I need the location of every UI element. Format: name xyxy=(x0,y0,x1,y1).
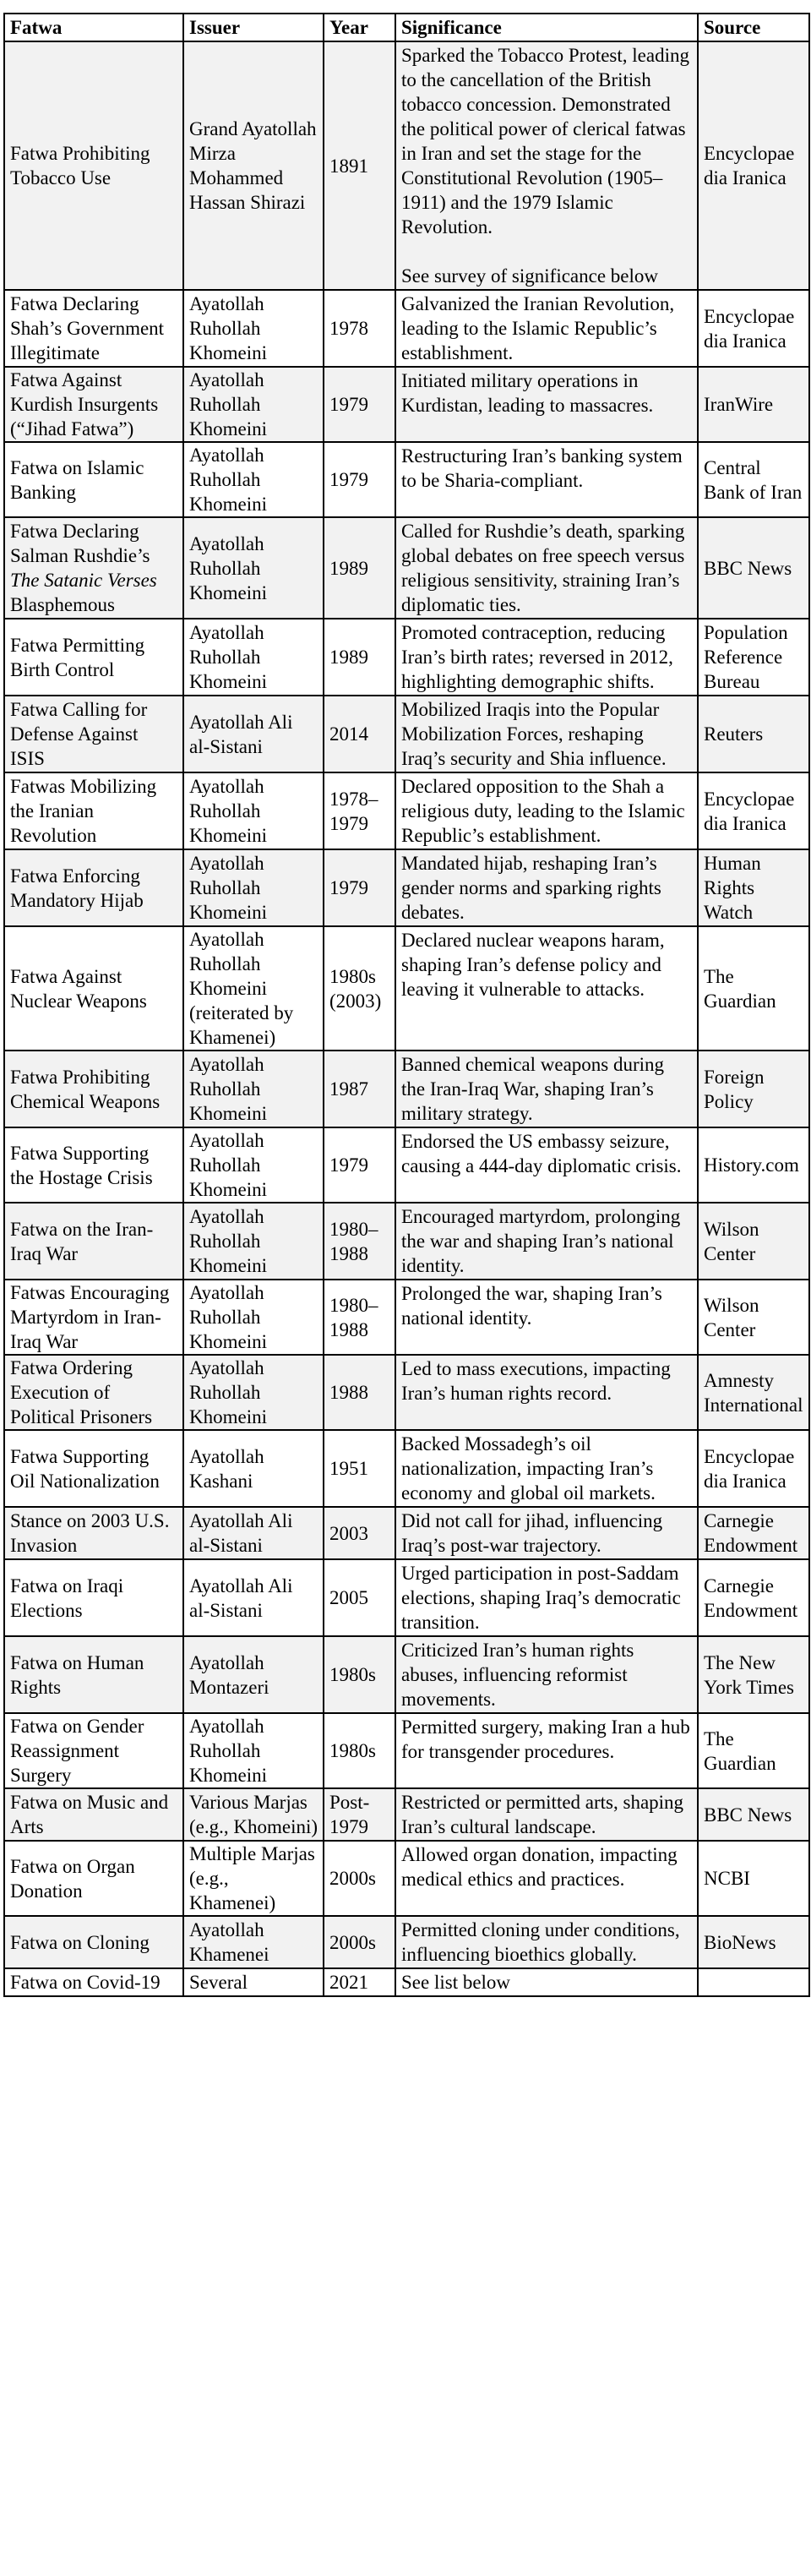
fatwa-cell: Fatwa Enforcing Mandatory Hijab xyxy=(4,849,183,926)
table-row xyxy=(4,442,809,517)
source-cell: Carnegie Endowment xyxy=(698,1507,809,1559)
significance-cell: Restricted or permitted arts, shaping Iran’s cultural landscape. xyxy=(395,1788,698,1841)
source-cell: Wilson Center xyxy=(698,1203,809,1280)
issuer-cell: Ayatollah Ali al-Sistani xyxy=(183,696,324,772)
issuer-cell: Grand Ayatollah Mirza Mohammed Hassan Shirazi xyxy=(183,41,324,290)
table-row xyxy=(4,1713,809,1788)
year-cell: 2005 xyxy=(324,1559,395,1636)
fatwa-cell: Fatwa Against Nuclear Weapons xyxy=(4,926,183,1051)
fatwa-table xyxy=(3,13,810,1997)
significance-cell: Encouraged martyrdom, prolonging the war and shaping Iran’s national identity. xyxy=(395,1203,698,1280)
significance-cell: Mandated hijab, reshaping Iran’s gender norms and sparking rights debates. xyxy=(395,849,698,926)
table-row xyxy=(4,1127,809,1203)
significance-cell: Banned chemical weapons during the Iran-Iraq War, shaping Iran’s military strategy. xyxy=(395,1051,698,1127)
fatwa-cell: Fatwa on Iraqi Elections xyxy=(4,1559,183,1636)
source-cell: BioNews xyxy=(698,1916,809,1968)
year-cell: 2000s xyxy=(324,1916,395,1968)
significance-text: Sparked the Tobacco Protest, leading to the cancellation of the British tobacco concession. Demonstrated the political power of clerical fatwas in Iran and set the stage for the Constitutional Revolution (1905–1911) and the 1979 Islamic Revolution. xyxy=(401,45,689,237)
fatwa-cell: Fatwa Calling for Defense Against ISIS xyxy=(4,696,183,772)
year-cell: 1979 xyxy=(324,367,395,442)
issuer-cell: Ayatollah Ruhollah Khomeini xyxy=(183,849,324,926)
source-cell: The New York Times xyxy=(698,1636,809,1713)
table-row xyxy=(4,1788,809,1841)
fatwa-cell: Fatwas Mobilizing the Iranian Revolution xyxy=(4,772,183,849)
significance-cell: See list below xyxy=(395,1968,698,1996)
source-cell: Encyclopaedia Iranica xyxy=(698,1430,809,1507)
issuer-cell: Ayatollah Ruhollah Khomeini xyxy=(183,367,324,442)
issuer-cell: Various Marjas (e.g., Khomeini) xyxy=(183,1788,324,1841)
significance-cell: Declared nuclear weapons haram, shaping Iran’s defense policy and leaving it vulnerable to attacks. xyxy=(395,926,698,1051)
issuer-cell: Ayatollah Ruhollah Khomeini xyxy=(183,772,324,849)
table-row xyxy=(4,1051,809,1127)
significance-cell: Criticized Iran’s human rights abuses, influencing reformist movements. xyxy=(395,1636,698,1713)
issuer-cell: Ayatollah Ruhollah Khomeini xyxy=(183,517,324,619)
table-row xyxy=(4,367,809,442)
fatwa-cell: Fatwa on the Iran-Iraq War xyxy=(4,1203,183,1280)
issuer-cell: Ayatollah Khamenei xyxy=(183,1916,324,1968)
year-cell: 1979 xyxy=(324,442,395,517)
fatwa-cell: Fatwa on Cloning xyxy=(4,1916,183,1968)
header-row xyxy=(4,14,809,41)
significance-cell: Urged participation in post-Saddam elections, shaping Iraq’s democratic transition. xyxy=(395,1559,698,1636)
year-cell: 1980–1988 xyxy=(324,1280,395,1355)
year-cell: 1989 xyxy=(324,619,395,696)
table-row xyxy=(4,696,809,772)
issuer-cell: Ayatollah Ruhollah Khomeini xyxy=(183,1127,324,1203)
significance-cell: Promoted contraception, reducing Iran’s birth rates; reversed in 2012, highlighting demographic shifts. xyxy=(395,619,698,696)
year-cell: 1980s (2003) xyxy=(324,926,395,1051)
year-cell: 1980–1988 xyxy=(324,1203,395,1280)
table-row xyxy=(4,1841,809,1916)
significance-cell: Restructuring Iran’s banking system to be Sharia-compliant. xyxy=(395,442,698,517)
table-row xyxy=(4,41,809,290)
year-cell: Post-1979 xyxy=(324,1788,395,1841)
fatwa-book-title: The Satanic Verses xyxy=(10,570,157,591)
fatwa-cell: Fatwa on Music and Arts xyxy=(4,1788,183,1841)
table-row xyxy=(4,1280,809,1355)
issuer-cell: Several xyxy=(183,1968,324,1996)
source-cell xyxy=(698,1968,809,1996)
fatwa-cell: Fatwa Prohibiting Tobacco Use xyxy=(4,41,183,290)
significance-cell: Prolonged the war, shaping Iran’s national identity. xyxy=(395,1280,698,1355)
table-row xyxy=(4,1355,809,1430)
fatwa-cell: Stance on 2003 U.S. Invasion xyxy=(4,1507,183,1559)
issuer-cell: Ayatollah Ali al-Sistani xyxy=(183,1507,324,1559)
source-cell: BBC News xyxy=(698,517,809,619)
issuer-cell: Ayatollah Ruhollah Khomeini xyxy=(183,1203,324,1280)
source-cell: Human Rights Watch xyxy=(698,849,809,926)
source-cell: Population Reference Bureau xyxy=(698,619,809,696)
year-cell: 1988 xyxy=(324,1355,395,1430)
table-row xyxy=(4,1916,809,1968)
issuer-cell: Ayatollah Montazeri xyxy=(183,1636,324,1713)
significance-cell: Declared opposition to the Shah a religious duty, leading to the Islamic Republic’s establishment. xyxy=(395,772,698,849)
table-row xyxy=(4,517,809,619)
source-cell: NCBI xyxy=(698,1841,809,1916)
table-body xyxy=(4,41,809,1996)
issuer-cell: Multiple Marjas (e.g., Khamenei) xyxy=(183,1841,324,1916)
issuer-cell: Ayatollah Ruhollah Khomeini xyxy=(183,290,324,367)
table-row xyxy=(4,1559,809,1636)
issuer-cell: Ayatollah Ruhollah Khomeini xyxy=(183,1355,324,1430)
issuer-cell: Ayatollah Ali al-Sistani xyxy=(183,1559,324,1636)
source-cell: Reuters xyxy=(698,696,809,772)
source-cell: IranWire xyxy=(698,367,809,442)
table-row xyxy=(4,772,809,849)
significance-cell: Backed Mossadegh’s oil nationalization, impacting Iran’s economy and global oil markets. xyxy=(395,1430,698,1507)
year-cell: 1989 xyxy=(324,517,395,619)
table-row xyxy=(4,1203,809,1280)
source-cell: Encyclopaedia Iranica xyxy=(698,41,809,290)
significance-cell: Permitted cloning under conditions, influencing bioethics globally. xyxy=(395,1916,698,1968)
header-significance: Significance xyxy=(395,14,698,41)
issuer-cell: Ayatollah Ruhollah Khomeini xyxy=(183,619,324,696)
year-cell: 1951 xyxy=(324,1430,395,1507)
table-row xyxy=(4,290,809,367)
issuer-cell: Ayatollah Ruhollah Khomeini xyxy=(183,1280,324,1355)
year-cell: 1980s xyxy=(324,1636,395,1713)
year-cell: 2014 xyxy=(324,696,395,772)
header-fatwa: Fatwa xyxy=(4,14,183,41)
fatwa-cell: Fatwa Ordering Execution of Political Prisoners xyxy=(4,1355,183,1430)
source-cell: Amnesty International xyxy=(698,1355,809,1430)
source-cell: Encyclopaedia Iranica xyxy=(698,290,809,367)
year-cell: 1979 xyxy=(324,1127,395,1203)
year-cell: 1980s xyxy=(324,1713,395,1788)
significance-cell: Endorsed the US embassy seizure, causing a 444-day diplomatic crisis. xyxy=(395,1127,698,1203)
fatwa-cell: Fatwa on Gender Reassignment Surgery xyxy=(4,1713,183,1788)
table-row xyxy=(4,1636,809,1713)
source-cell: The Guardian xyxy=(698,1713,809,1788)
significance-cell: Called for Rushdie’s death, sparking global debates on free speech versus religious sensitivity, straining Iran’s diplomatic ties. xyxy=(395,517,698,619)
significance-cell: Did not call for jihad, influencing Iraq’s post-war trajectory. xyxy=(395,1507,698,1559)
table-row xyxy=(4,1968,809,1996)
issuer-cell: Ayatollah Ruhollah Khomeini xyxy=(183,1713,324,1788)
year-cell: 1987 xyxy=(324,1051,395,1127)
fatwa-cell: Fatwa Supporting the Hostage Crisis xyxy=(4,1127,183,1203)
fatwa-cell: Fatwa on Islamic Banking xyxy=(4,442,183,517)
fatwa-cell: Fatwas Encouraging Martyrdom in Iran-Iraq War xyxy=(4,1280,183,1355)
significance-cell: Initiated military operations in Kurdistan, leading to massacres. xyxy=(395,367,698,442)
fatwa-cell xyxy=(4,517,183,619)
header-issuer: Issuer xyxy=(183,14,324,41)
year-cell: 1979 xyxy=(324,849,395,926)
fatwa-text-before: Fatwa Declaring Salman Rushdie’s xyxy=(10,521,150,566)
significance-note: See survey of significance below xyxy=(401,265,659,287)
year-cell: 2000s xyxy=(324,1841,395,1916)
source-cell: Central Bank of Iran xyxy=(698,442,809,517)
year-cell: 1978–1979 xyxy=(324,772,395,849)
header-source: Source xyxy=(698,14,809,41)
year-cell: 2003 xyxy=(324,1507,395,1559)
source-cell: Foreign Policy xyxy=(698,1051,809,1127)
source-cell: Encyclopaedia Iranica xyxy=(698,772,809,849)
fatwa-cell: Fatwa on Human Rights xyxy=(4,1636,183,1713)
significance-cell: Led to mass executions, impacting Iran’s human rights record. xyxy=(395,1355,698,1430)
source-cell: Carnegie Endowment xyxy=(698,1559,809,1636)
issuer-cell: Ayatollah Kashani xyxy=(183,1430,324,1507)
source-cell: The Guardian xyxy=(698,926,809,1051)
table-row xyxy=(4,1507,809,1559)
table-row xyxy=(4,926,809,1051)
year-cell: 1978 xyxy=(324,290,395,367)
fatwa-text-after: Blasphemous xyxy=(10,594,115,615)
source-cell: Wilson Center xyxy=(698,1280,809,1355)
year-cell: 1891 xyxy=(324,41,395,290)
table-row xyxy=(4,1430,809,1507)
issuer-cell: Ayatollah Ruhollah Khomeini xyxy=(183,1051,324,1127)
significance-cell: Galvanized the Iranian Revolution, leading to the Islamic Republic’s establishment. xyxy=(395,290,698,367)
source-cell: History.com xyxy=(698,1127,809,1203)
table-row xyxy=(4,849,809,926)
fatwa-cell: Fatwa on Organ Donation xyxy=(4,1841,183,1916)
year-cell: 2021 xyxy=(324,1968,395,1996)
fatwa-cell: Fatwa Supporting Oil Nationalization xyxy=(4,1430,183,1507)
significance-cell: Mobilized Iraqis into the Popular Mobilization Forces, reshaping Iraq’s security and Shia influence. xyxy=(395,696,698,772)
issuer-cell: Ayatollah Ruhollah Khomeini (reiterated by Khamenei) xyxy=(183,926,324,1051)
significance-cell xyxy=(395,41,698,290)
fatwa-cell: Fatwa Permitting Birth Control xyxy=(4,619,183,696)
fatwa-cell: Fatwa Declaring Shah’s Government Illegitimate xyxy=(4,290,183,367)
source-cell: BBC News xyxy=(698,1788,809,1841)
fatwa-cell: Fatwa Against Kurdish Insurgents (“Jihad Fatwa”) xyxy=(4,367,183,442)
header-year: Year xyxy=(324,14,395,41)
fatwa-cell: Fatwa Prohibiting Chemical Weapons xyxy=(4,1051,183,1127)
significance-cell: Permitted surgery, making Iran a hub for transgender procedures. xyxy=(395,1713,698,1788)
significance-cell: Allowed organ donation, impacting medical ethics and practices. xyxy=(395,1841,698,1916)
issuer-cell: Ayatollah Ruhollah Khomeini xyxy=(183,442,324,517)
table-row xyxy=(4,619,809,696)
fatwa-cell: Fatwa on Covid-19 xyxy=(4,1968,183,1996)
